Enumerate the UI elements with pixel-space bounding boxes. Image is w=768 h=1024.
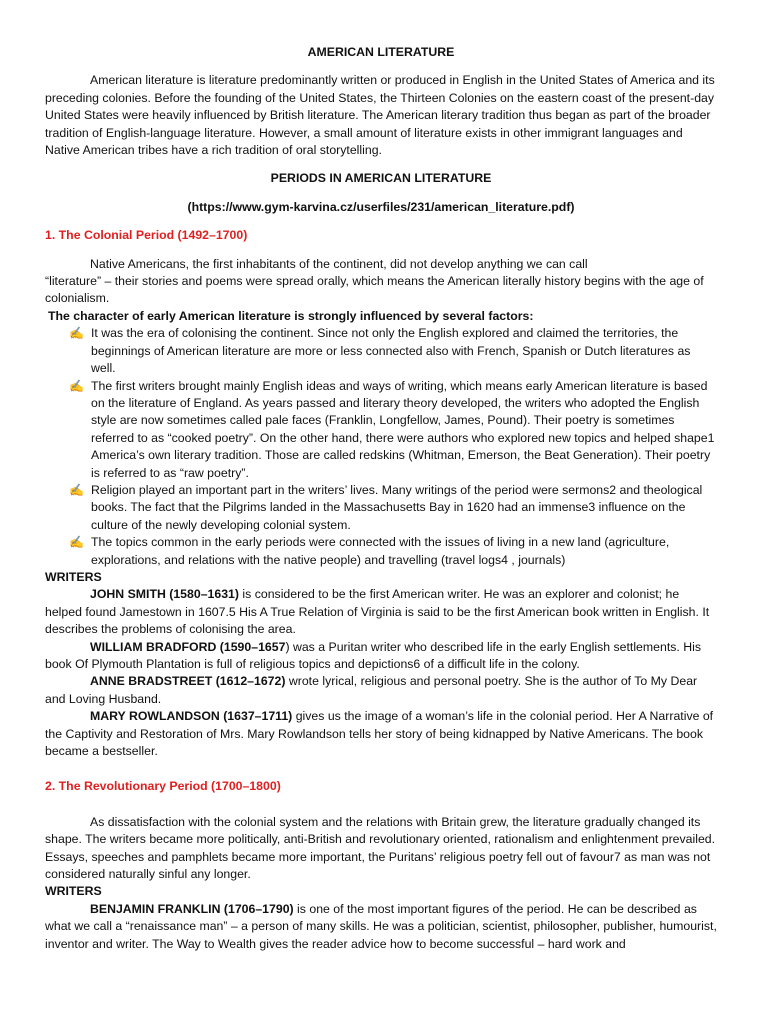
writer-entry (45, 586, 717, 638)
colonial-intro-rest: “literature” – their stories and poems were spread orally, which means the American literally history begins with the age of colonialism. (45, 274, 704, 306)
writer-entry (45, 639, 717, 674)
writer-description: is considered to be the first American writer. He was an explorer and colonist; he helped found Jamestown in 1607.5 His A True Relation of Virginia is said to be the first American book written in English. It describes the problems of colonising the area. (45, 587, 710, 637)
writing-hand-icon: ✍ (69, 535, 84, 550)
writer-entry (45, 901, 717, 953)
intro-paragraph: American literature is literature predominantly written or produced in English in the United States of America and its preceding colonies. Before the founding of the United States, the Thirteen Colonies on the eastern coast of the present-day United States were heavily influenced by British literature. The American literary tradition thus began as part of the broader tradition of English-language literature. However, a small amount of literature exists in other immigrant languages and Native American tribes have a rich tradition of oral storytelling. (45, 73, 715, 158)
revolutionary-intro: As dissatisfaction with the colonial system and the relations with Britain grew, the literature gradually changed its shape. The writers became more politically, anti-British and revolutionary oriented, rationalism and enlightenment prevailed. Essays, speeches and pamphlets became more important, the Puritans’ religious poetry fell out of favour7 as man was not considered naturally sinful any longer. (45, 814, 716, 882)
writer-description: gives us the image of a woman’s life in the colonial period. Her A Narrative of the Captivity and Restoration of Mrs. Mary Rowlandson tells her story of being kidnapped by Native Americans. The book became a bestseller. (45, 709, 714, 759)
list-item-text: The topics common in the early periods were connected with the issues of living in a new land (agriculture, explorations, and relations with the native people) and travelling (travel logs4 , journals) (91, 535, 670, 567)
factors-list (45, 325, 717, 569)
colonial-intro-line1: Native Americans, the first inhabitants of the continent, did not develop anything we can call (90, 256, 588, 271)
writer-description: wrote lyrical, religious and personal poetry. She is the author of To My Dear and Loving Husband. (45, 674, 698, 706)
writing-hand-icon: ✍ (69, 326, 84, 341)
document-body (45, 44, 717, 953)
writer-name: ANNE BRADSTREET (1612–1672) (90, 674, 286, 689)
writer-entry (45, 708, 717, 760)
colonial-heading: 1. The Colonial Period (1492–1700) (45, 228, 248, 243)
periods-heading: PERIODS IN AMERICAN LITERATURE (270, 171, 492, 186)
revolutionary-heading: 2. The Revolutionary Period (1700–1800) (45, 779, 281, 794)
list-item-text: The first writers brought mainly English ideas and ways of writing, which means early American literature is based on the literature of England. As years passed and literary theory developed, the writers who adopted the English style are now sometimes called pale faces (Franklin, Longfellow, James, Pound). Their poetry is sometimes referred to as “cooked poetry”. On the other hand, there were authors who explored new topics and helped shape1 America’s own literary tradition. Those are called redskins (Whitman, Emerson, the Beat Generation). Their poetry is referred to as “raw poetry”. (91, 378, 715, 480)
factors-heading: The character of early American literature is strongly influenced by several factors: (48, 308, 534, 323)
list-item (69, 534, 717, 569)
writer-name: JOHN SMITH (1580–1631) (90, 587, 239, 602)
list-item (69, 325, 717, 377)
writing-hand-icon: ✍ (69, 482, 84, 497)
writers-label: WRITERS (45, 569, 102, 584)
list-item-text: It was the era of colonising the continent. Since not only the English explored and claimed the territories, the beginnings of American literature are more or less connected also with French, Spanish or Dutch literatures as well. (91, 326, 691, 376)
writing-hand-icon: ✍ (69, 378, 84, 393)
list-item-text: Religion played an important part in the writers’ lives. Many writings of the period were sermons2 and theological books. The fact that the Pilgrims landed in the Massachusetts Bay in 1620 had an immense3 influence on the culture of the newly developing colonial system. (91, 482, 703, 532)
list-item (69, 482, 717, 534)
writer-name: BENJAMIN FRANKLIN (1706–1790) (90, 901, 294, 916)
writer-entry (45, 673, 717, 708)
writers-label: WRITERS (45, 884, 102, 899)
writer-description: ) was a Puritan writer who described life in the early English settlements. His book Of Plymouth Plantation is full of religious topics and depictions6 of a difficult life in the colony. (45, 639, 701, 671)
document-title: AMERICAN LITERATURE (307, 45, 455, 59)
writer-name: WILLIAM BRADFORD (1590–1657 (90, 639, 286, 654)
source-url: (https://www.gym-karvina.cz/userfiles/231/american_literature.pdf) (187, 199, 575, 214)
writer-name: MARY ROWLANDSON (1637–1711) (90, 709, 293, 724)
writer-description: is one of the most important figures of the period. He can be described as what we call a “renaissance man” – a person of many skills. He was a politician, scientist, philosopher, publisher, humourist, inventor and writer. The Way to Wealth gives the reader advice how to become successful – hard work and (45, 901, 717, 951)
list-item (69, 378, 717, 482)
